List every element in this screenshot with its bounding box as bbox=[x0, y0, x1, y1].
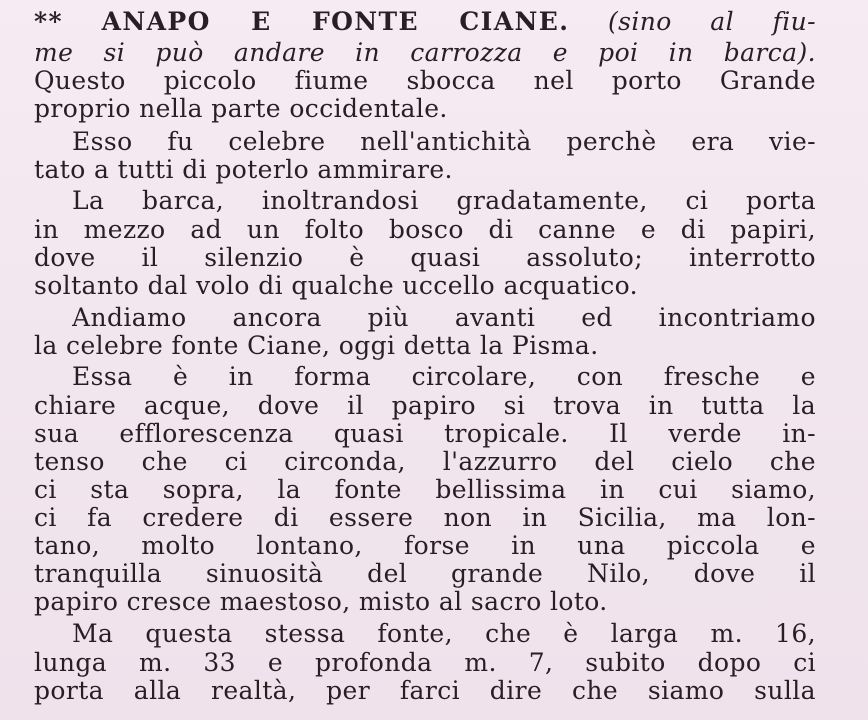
text-line: soltanto dal volo di qualche uccello acquatico. bbox=[34, 272, 638, 300]
text-line: dove il silenzio è quasi assoluto; interrotto bbox=[34, 244, 816, 272]
text-line: lunga m. 33 e profonda m. 7, subito dopo ci bbox=[34, 649, 816, 677]
text-line: Esso fu celebre nell'antichità perchè era vie- bbox=[72, 128, 816, 156]
text-line: La barca, inoltrandosi gradatamente, ci porta bbox=[72, 187, 816, 215]
text-line: porta alla realtà, per farci dire che siamo sulla bbox=[34, 677, 816, 705]
text-line: Ma questa stessa fonte, che è larga m. 16, bbox=[72, 620, 816, 648]
heading-stars: ** bbox=[34, 8, 63, 36]
section-title: ANAPO E FONTE CIANE. bbox=[101, 8, 570, 36]
text-line: papiro cresce maestoso, misto al sacro loto. bbox=[34, 588, 608, 616]
text-line: ci fa credere di essere non in Sicilia, ma lon- bbox=[34, 504, 816, 532]
text-line: Essa è in forma circolare, con fresche e bbox=[72, 363, 816, 391]
text-line: Questo piccolo fiume sbocca nel porto Grande bbox=[34, 67, 816, 95]
text-line: sua efflorescenza quasi tropicale. Il verde in- bbox=[34, 420, 816, 448]
text-line: tato a tutti di poterlo ammirare. bbox=[34, 156, 453, 184]
text-line: chiare acque, dove il papiro si trova in tutta la bbox=[34, 392, 816, 420]
text-line: tranquilla sinuosità del grande Nilo, dove il bbox=[34, 560, 816, 588]
text-line: tano, molto lontano, forse in una piccola e bbox=[34, 532, 816, 560]
text-line: Andiamo ancora più avanti ed incontriamo bbox=[72, 304, 816, 332]
title-note: (sino al fiu- bbox=[607, 8, 816, 36]
text-line: ci sta sopra, la fonte bellissima in cui siamo, bbox=[34, 476, 816, 504]
text-line: tenso che ci circonda, l'azzurro del cielo che bbox=[34, 448, 816, 476]
text-line: in mezzo ad un folto bosco di canne e di papiri, bbox=[34, 216, 816, 244]
heading-line bbox=[34, 8, 816, 38]
text-line: me si può andare in carrozza e poi in barca). bbox=[34, 39, 816, 67]
text-line: la celebre fonte Ciane, oggi detta la Pisma. bbox=[34, 332, 599, 360]
text-line: proprio nella parte occidentale. bbox=[34, 95, 448, 123]
